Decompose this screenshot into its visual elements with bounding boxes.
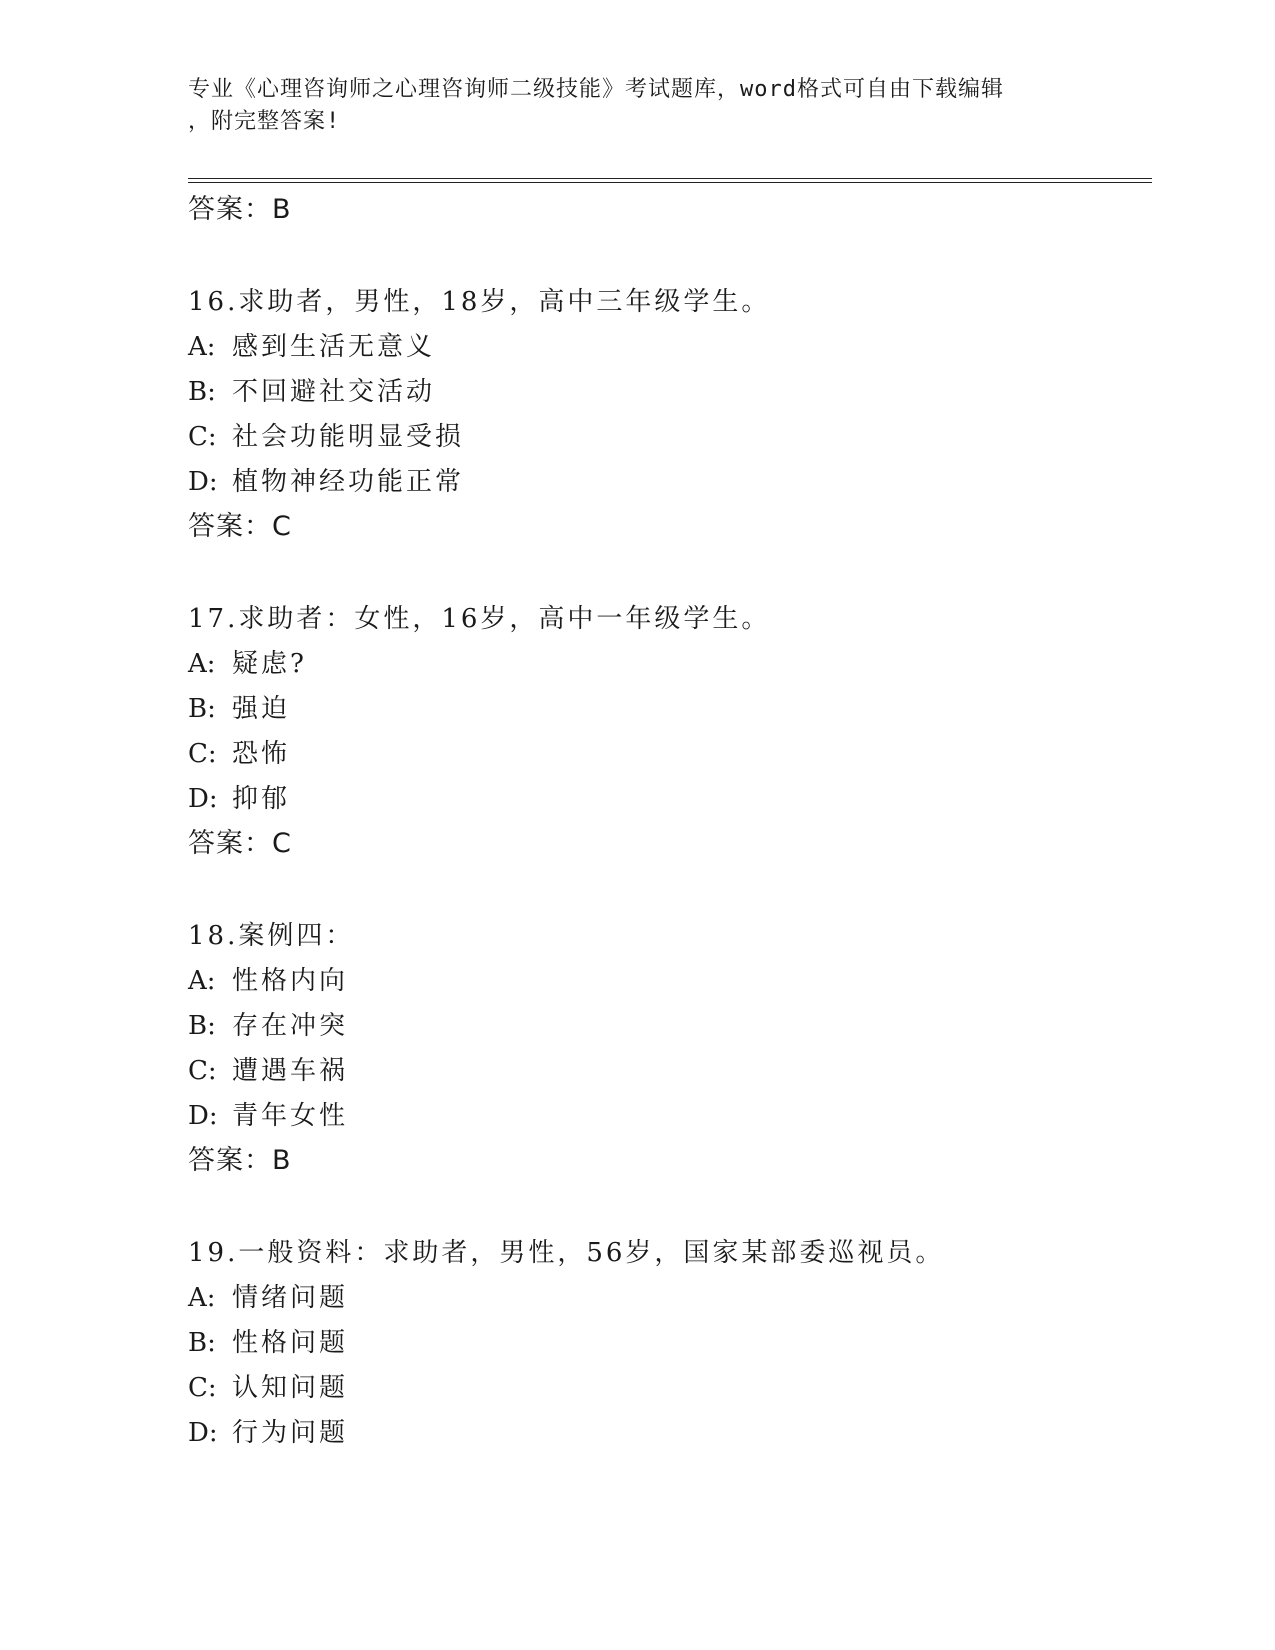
option-text: 植物神经功能正常 [232, 467, 465, 497]
answer-line: 答案：B [188, 1145, 292, 1176]
option-18-d [188, 1100, 348, 1132]
option-text: 强迫 [232, 694, 291, 724]
option-letter: A: [188, 332, 216, 362]
option-letter: B: [188, 694, 216, 724]
option-letter: C: [188, 1056, 217, 1086]
option-text: 感到生活无意义 [232, 332, 436, 362]
question-stem-18: 18.案例四： [188, 921, 355, 951]
option-letter: C: [188, 422, 217, 452]
answer-line: 答案：C [188, 511, 292, 542]
option-text: 社会功能明显受损 [232, 422, 465, 452]
option-text: 认知问题 [232, 1373, 349, 1403]
option-letter: D: [188, 1101, 218, 1131]
option-18-a [188, 965, 348, 997]
option-letter: A: [188, 649, 216, 679]
option-letter: D: [188, 467, 218, 497]
option-16-a [188, 331, 435, 363]
option-text: 性格问题 [232, 1328, 349, 1358]
option-16-d [188, 466, 464, 498]
option-text: 不回避社交活动 [232, 377, 436, 407]
option-letter: B: [188, 1328, 216, 1358]
header-divider-bottom [188, 182, 1152, 183]
header-line-1: 专业《心理咨询师之心理咨询师二级技能》考试题库，word格式可自由下载编辑 [188, 77, 1004, 102]
option-letter: D: [188, 784, 218, 814]
option-text: 行为问题 [232, 1418, 349, 1448]
option-text: 恐怖 [232, 739, 291, 769]
option-17-d [188, 783, 290, 815]
answer-line: 答案：C [188, 828, 292, 859]
option-17-b [188, 693, 290, 725]
header-line-2: ，附完整答案! [188, 109, 341, 134]
option-letter: D: [188, 1418, 218, 1448]
option-18-b [188, 1010, 348, 1042]
question-stem-19: 19.一般资料：求助者，男性，56岁，国家某部委巡视员。 [188, 1238, 945, 1268]
answer-line: 答案：B [188, 194, 292, 225]
option-letter: C: [188, 1373, 217, 1403]
option-19-b [188, 1327, 348, 1359]
header-divider-top [188, 178, 1152, 179]
option-16-b [188, 376, 435, 408]
option-letter: C: [188, 739, 217, 769]
option-text: 情绪问题 [232, 1283, 349, 1313]
option-text: 性格内向 [232, 966, 349, 996]
option-letter: A: [188, 966, 216, 996]
document-header [188, 74, 1068, 138]
option-19-a [188, 1282, 348, 1314]
question-stem-17: 17.求助者：女性，16岁，高中一年级学生。 [188, 604, 771, 634]
question-stem-16: 16.求助者，男性，18岁，高中三年级学生。 [188, 287, 771, 317]
option-letter: B: [188, 377, 216, 407]
option-text: 抑郁 [232, 784, 291, 814]
option-text: 青年女性 [232, 1101, 349, 1131]
option-text: 疑虑? [232, 649, 307, 679]
option-17-a [188, 648, 307, 680]
option-18-c [188, 1055, 348, 1087]
option-19-d [188, 1417, 348, 1449]
option-text: 遭遇车祸 [232, 1056, 349, 1086]
option-17-c [188, 738, 290, 770]
option-letter: A: [188, 1283, 216, 1313]
option-text: 存在冲突 [232, 1011, 349, 1041]
option-16-c [188, 421, 464, 453]
option-19-c [188, 1372, 348, 1404]
option-letter: B: [188, 1011, 216, 1041]
